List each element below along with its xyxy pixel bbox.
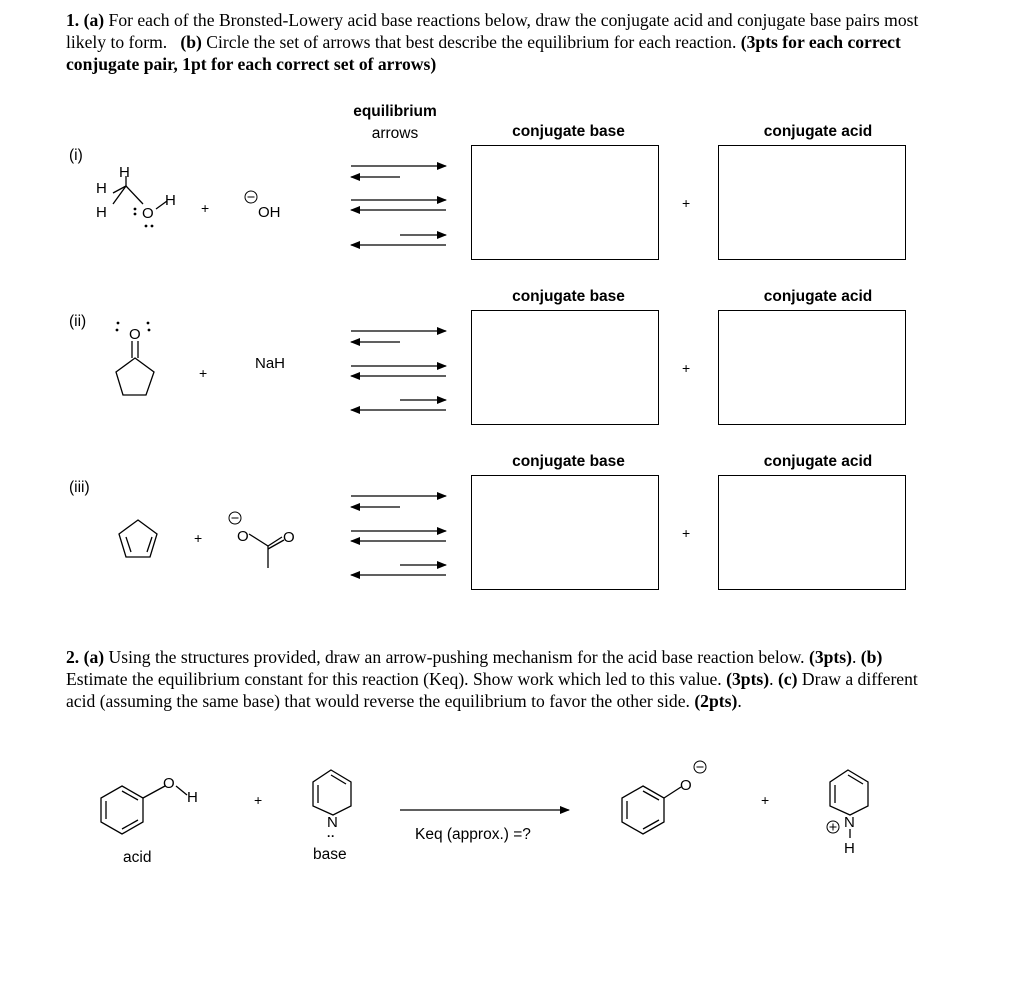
q2-part-b-tag: (b): [860, 647, 883, 667]
header-conjugate-acid-3: conjugate acid: [763, 453, 873, 470]
q2-plus-left: +: [254, 792, 263, 808]
q2-number: 2.: [66, 647, 80, 667]
hydroxide-label: OH: [258, 204, 281, 221]
header-conjugate-base-3: conjugate base: [512, 453, 625, 470]
methanol-oxygen: O: [142, 205, 154, 222]
sodium-hydride-label: NaH: [255, 355, 286, 372]
cyclopentanone-oxygen: O: [129, 326, 141, 343]
header-equilibrium: equilibrium: [353, 103, 437, 120]
q1-part-b-text: Circle the set of arrows that best describe the equilibrium for each reaction.: [206, 32, 737, 52]
acetate-oxygen-double: O: [283, 529, 295, 546]
pyridine-nitrogen: N: [327, 814, 338, 831]
methanol-h-left: H: [96, 180, 107, 197]
acid-label: acid: [123, 849, 152, 866]
acetate-charge-icon: [229, 512, 241, 524]
header-conjugate-acid-2: conjugate acid: [763, 288, 873, 305]
pyridine-molecule: [313, 770, 351, 815]
q2-part-c-tag: (c): [777, 669, 798, 689]
cyclopentadiene-molecule: [119, 520, 157, 557]
q2-part-b-points: (3pts): [726, 669, 770, 689]
positive-charge-icon: [827, 821, 839, 833]
q1-part-a-tag: (a): [83, 10, 105, 30]
phenol-oxygen: O: [163, 775, 175, 792]
phenol-hydrogen: H: [187, 789, 198, 806]
reaction-plus-1: +: [201, 200, 210, 216]
row-label-iii: (iii): [69, 479, 90, 496]
arrow-set-row-3[interactable]: [351, 496, 446, 575]
header-conjugate-base-2: conjugate base: [512, 288, 625, 305]
header-arrows: arrows: [371, 125, 419, 142]
q1-points: (3pts for each correct conjugate pair, 1pt for each correct set of arrows): [66, 32, 901, 74]
q2-part-c-text: Draw a different acid (assuming the same base) that would reverse the equilibrium to favor the other side.: [66, 669, 918, 711]
q2-plus-right: +: [761, 792, 770, 808]
row-label-ii: (ii): [69, 313, 87, 330]
base-label: base: [313, 846, 347, 863]
phenoxide-charge-icon: [694, 761, 706, 773]
reaction-plus-3: +: [194, 530, 203, 546]
acetate-molecule: [249, 534, 284, 568]
methanol-h-top: H: [119, 164, 130, 181]
keq-label: Keq (approx.) =?: [415, 826, 531, 843]
question-2-text: 2. (a) Using the structures provided, draw an arrow-pushing mechanism for the acid base reaction below. (3pts). (b) Estimate the equilibrium constant for this reaction (Keq). Show work which led to this value. (3pts). (c) Draw a different acid (assuming the same base) that would reverse the equilibrium to favor the other side. (2pts).: [66, 647, 918, 711]
pyridinium-nitrogen: N: [844, 814, 855, 831]
cyclopentanone-molecule: [116, 341, 154, 395]
q2-part-a-tag: (a): [83, 647, 105, 667]
q2-part-b-text: Estimate the equilibrium constant for this reaction (Keq). Show work which led to this value.: [66, 669, 722, 689]
row-label-i: (i): [69, 147, 83, 164]
reaction-plus-2: +: [199, 365, 208, 381]
phenoxide-oxygen: O: [680, 777, 692, 794]
q2-part-a-text: Using the structures provided, draw an arrow-pushing mechanism for the acid base reaction below.: [108, 647, 805, 667]
header-conjugate-acid-1: conjugate acid: [763, 123, 873, 140]
methanol-h-bottom: H: [96, 204, 107, 221]
q1-number: 1.: [66, 10, 80, 30]
q1-part-a-text: For each of the Bronsted-Lowery acid base reactions below, draw the conjugate acid and conjugate base pairs most likely to form.: [66, 10, 919, 52]
arrow-set-row-2[interactable]: [351, 331, 446, 410]
acetate-oxygen-single: O: [237, 528, 249, 545]
q1-part-b-tag: (b): [180, 32, 202, 52]
pyridine-lone-pair: ··: [327, 829, 335, 843]
box-plus-2: +: [682, 360, 691, 376]
pyridinium-hydrogen: H: [844, 840, 855, 857]
phenol-molecule: [101, 786, 187, 834]
header-conjugate-base-1: conjugate base: [512, 123, 625, 140]
box-plus-1: +: [682, 195, 691, 211]
methanol-h-oh: H: [165, 192, 176, 209]
phenoxide-molecule: [622, 786, 681, 834]
q2-part-c-points: (2pts): [694, 691, 738, 711]
arrow-set-row-1[interactable]: [351, 166, 446, 245]
negative-charge-icon: [245, 191, 257, 203]
box-plus-3: +: [682, 525, 691, 541]
q2-part-a-points: (3pts): [808, 647, 852, 667]
